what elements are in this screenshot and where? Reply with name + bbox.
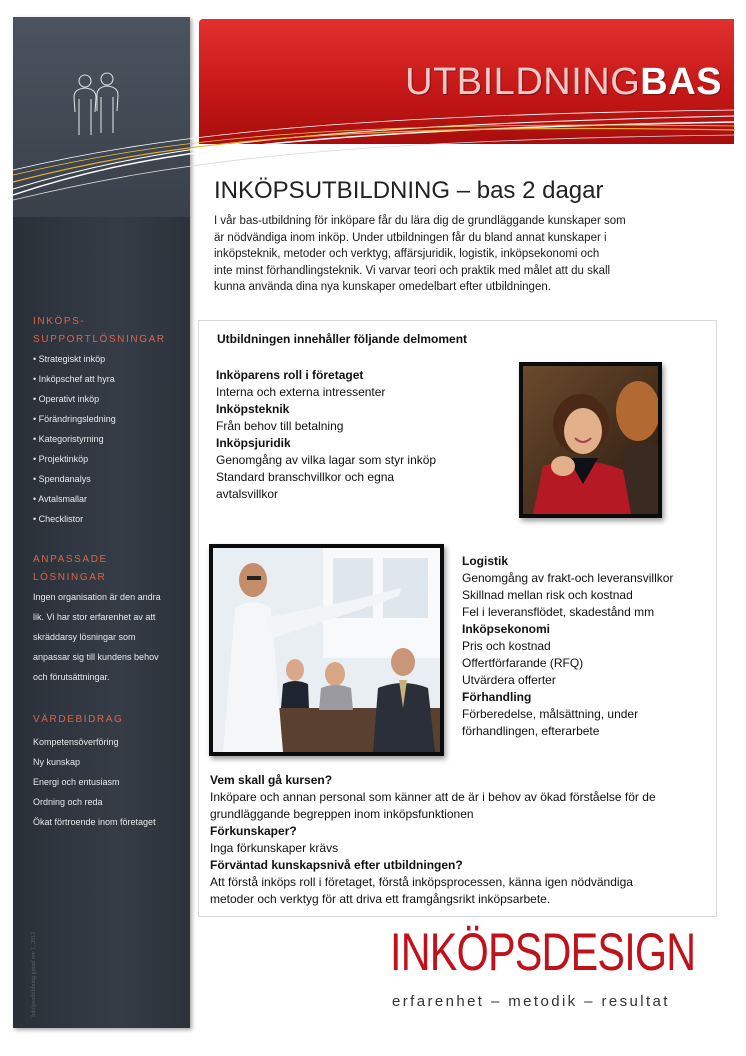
sidebar-heading-support-line2: SUPPORTLÖSNINGAR [33,334,166,345]
list-item: Kompetensöverföring [33,737,119,747]
document-revision-note: Inköpsutbildning grund rev 1, 2012 [31,931,37,1017]
intro-line: inköpsteknik, metoder och verktyg, affärsjuridik, logistik, inköpsekonomi och [214,248,600,260]
list-item: • Avtalsmallar [33,494,88,504]
module-line: Pris och kostnad [462,639,551,653]
info-title: Vem skall gå kursen? [210,773,333,787]
list-item: • Checklistor [33,514,84,524]
list-item: • Operativt inköp [33,394,100,404]
company-tagline: erfarenhet – metodik – resultat [392,993,670,1010]
photo-meeting [209,544,444,756]
list-item: Ordning och reda [33,797,103,807]
sidebar-heading-value: VÄRDEBIDRAG [33,714,124,725]
list-item: • Spendanalys [33,474,91,484]
value-list [33,732,193,832]
info-line: Att förstå inköps roll i företaget, förstå inköpsprocessen, känna igen nödvändiga [210,875,633,889]
list-item: • Inköpschef att hyra [33,374,115,384]
photo-businesswomen [519,362,662,518]
businesswomen-image [523,366,658,514]
module-line: förhandlingen, efterarbete [462,724,600,738]
custom-text-line: Ingen organisation är den andra [33,592,161,602]
custom-text-line: anpassar sig till kundens behov [33,652,159,662]
module-line: Från behov till betalning [216,419,344,433]
intro-paragraph [214,213,684,296]
banner-title-bold: BAS [640,61,722,103]
module-title: Logistik [462,554,509,568]
info-line: Inköpare och annan personal som känner att de är i behov av ökad förståelse för de [210,790,656,804]
intro-line: I vår bas-utbildning för inköpare får du lära dig de grundläggande kunskaper som [214,215,626,227]
modules-right [462,553,712,740]
support-list [33,349,193,529]
intro-line: är nödvändiga inom inköp. Under utbildningen får du bland annat kunskaper i [214,231,607,244]
company-logo: INKÖPSDESIGN [390,923,696,982]
list-item: Ny kunskap [33,757,81,767]
meeting-image [213,548,440,752]
module-line: Utvärdera offerter [462,673,556,687]
module-title: Inköpsekonomi [462,622,551,636]
banner-title [405,61,722,104]
intro-line: kunna använda dina nya kunskaper omedelbart efter utbildningen. [214,281,551,293]
list-item: • Förändringsledning [33,414,116,424]
module-title: Förhandling [462,690,532,704]
list-item: Ökat förtroende inom företaget [33,817,156,827]
list-item: • Strategiskt inköp [33,354,106,364]
info-title: Förkunskaper? [210,824,297,838]
module-line: avtalsvillkor [216,487,279,501]
sidebar-heading-custom-line2: LÖSNINGAR [33,572,107,583]
list-item: Energi och entusiasm [33,777,120,787]
module-line: Genomgång av frakt-och leveransvillkor [462,571,674,585]
sidebar-section-custom [33,551,193,687]
banner-title-light: UTBILDNING [405,61,641,103]
custom-text-line: lik. Vi har stor erfarenhet av att [33,612,156,622]
sidebar-heading-support-line1: INKÖPS- [33,316,86,327]
module-line: Offertförfarande (RFQ) [462,656,584,670]
list-item: • Projektinköp [33,454,89,464]
module-line: Genomgång av vilka lagar som styr inköp [216,453,437,467]
module-line: Interna och externa intressenter [216,385,386,399]
custom-text-line: skräddarsy lösningar som [33,632,136,642]
content-heading: Utbildningen innehåller följande delmoment [217,332,468,346]
module-title: Inköpsjuridik [216,436,291,450]
info-line: Inga förkunskaper krävs [210,841,339,855]
module-title: Inköpsteknik [216,402,290,416]
custom-text-line: och förutsättningar. [33,672,110,682]
sidebar-heading-custom-line1: ANPASSADE [33,554,108,565]
page-title: INKÖPSUTBILDNING – bas 2 dagar [214,177,604,204]
module-title: Inköparens roll i företaget [216,368,364,382]
info-line: metoder och verktyg för att driva ett framgångsrikt inköpsarbete. [210,892,551,906]
info-line: grundläggande begreppen inom inköpsfunktionen [210,807,474,821]
module-line: Skillnad mellan risk och kostnad [462,588,633,602]
sidebar-section-value [33,711,193,832]
course-info [210,772,700,908]
info-title: Förväntad kunskapsnivå efter utbildningen? [210,858,463,872]
modules-left [216,367,506,503]
module-line: Förberedelse, målsättning, under [462,707,639,721]
module-line: Fel i leveransflödet, skadestånd mm [462,605,655,619]
sidebar-section-support [33,313,193,529]
list-item: • Kategoristyrning [33,434,104,444]
module-line: Standard branschvillkor och egna [216,470,395,484]
intro-line: inte minst förhandlingsteknik. Vi varvar teori och praktik med målet att du skall [214,264,611,277]
